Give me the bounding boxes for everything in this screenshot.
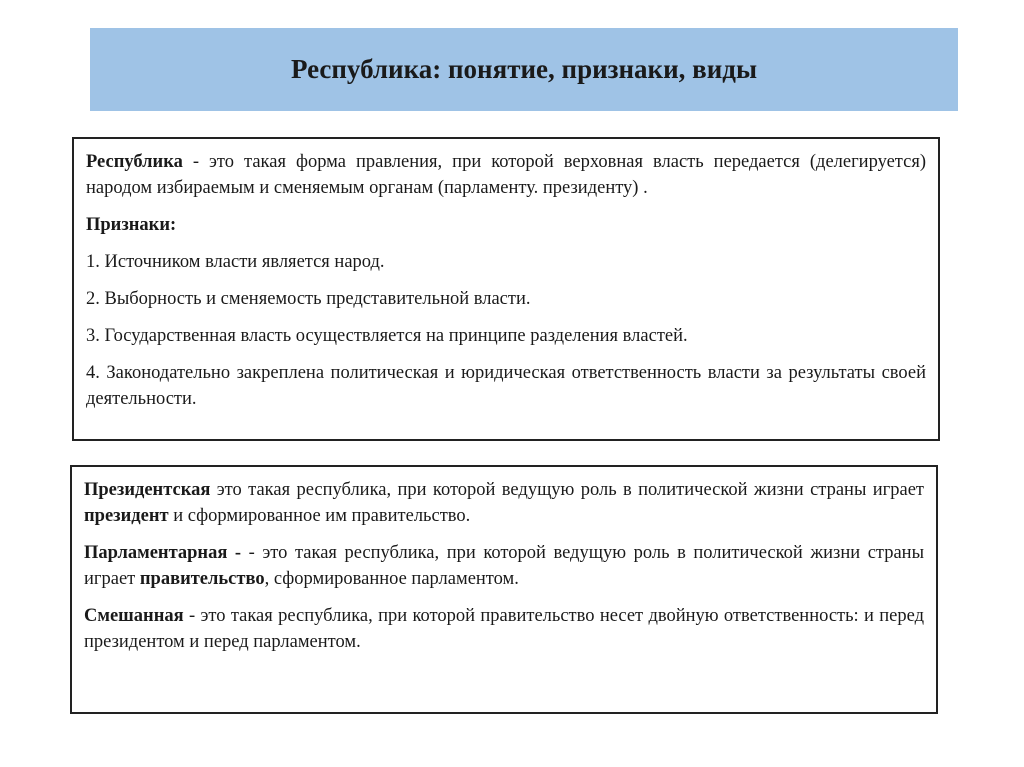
page-title: Республика: понятие, признаки, виды <box>290 54 758 84</box>
presidential-bold-word: президент <box>84 506 169 526</box>
feature-item: 4. Законодательно закреплена политическая и юридическая ответственность власти за результаты своей деятельности. <box>86 363 926 409</box>
mixed-term: Смешанная <box>84 606 184 626</box>
feature-item: 3. Государственная власть осуществляется на принципе разделения властей. <box>86 326 688 346</box>
mixed-paragraph: Смешанная - это такая республика, при которой правительство несет двойную ответственность: и перед президентом и перед парламентом. <box>84 606 924 652</box>
parliamentary-paragraph: Парламентарная - - это такая республика, при которой ведущую роль в политической жизни страны играет правительство, сформированное парламентом. <box>84 543 925 589</box>
types-box <box>70 465 938 714</box>
definition-term: Республика <box>86 152 183 172</box>
features-heading: Признаки: <box>86 215 177 235</box>
definition-text: - это такая форма правления, при которой верховная власть передается (делегируется) народом избираемым и сменяемым органам (парламенту. президенту) . <box>86 152 926 198</box>
parliamentary-bold-word: правительство <box>139 569 265 589</box>
feature-item: 1. Источником власти является народ. <box>86 252 385 272</box>
presidential-paragraph: Президентская это такая республика, при которой ведущую роль в политической жизни страны играет президент и сформированное им правительство. <box>84 480 924 526</box>
feature-item: 2. Выборность и сменяемость представительной власти. <box>86 289 531 309</box>
definition-paragraph <box>86 149 926 201</box>
definition-box <box>72 137 940 441</box>
title-banner <box>90 28 958 111</box>
presidential-term: Президентская <box>84 480 211 500</box>
parliamentary-term: Парламентарная - <box>84 543 242 563</box>
